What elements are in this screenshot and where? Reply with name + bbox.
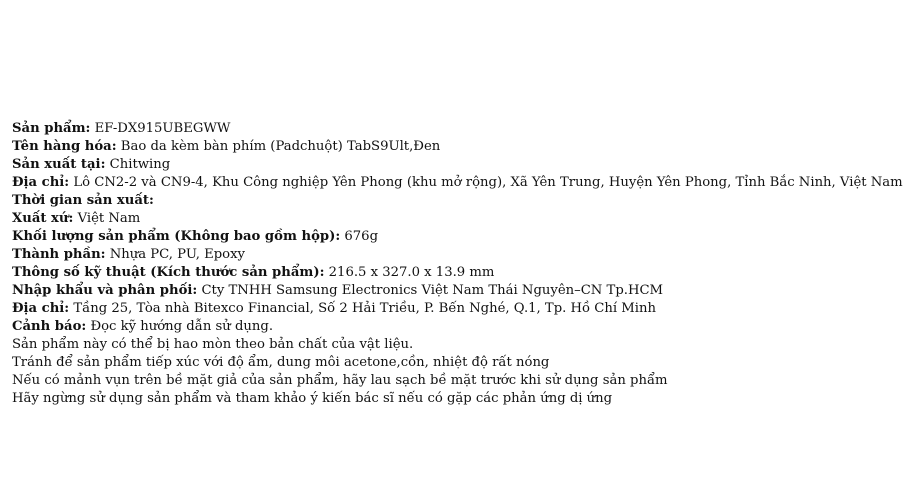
field-label: Địa chỉ: xyxy=(12,301,70,316)
field-value: Cty TNHH Samsung Electronics Việt Nam Thái Nguyên–CN Tp.HCM xyxy=(197,283,664,298)
field-value: Chitwing xyxy=(105,157,171,172)
field-value: Nhựa PC, PU, Epoxy xyxy=(105,247,246,262)
materials-line xyxy=(12,246,746,264)
warning-text-1: Sản phẩm này có thể bị hao mòn theo bản chất của vật liệu. xyxy=(12,337,414,352)
field-label: Địa chỉ: xyxy=(12,175,70,190)
product-label-text xyxy=(12,120,903,408)
weight-line xyxy=(12,228,746,246)
field-value: Lô CN2-2 và CN9-4, Khu Công nghiệp Yên Phong (khu mở rộng), Xã Yên Trung, Huyện Yên Phong, Tỉnh Bắc Ninh, Việt Nam xyxy=(69,175,903,190)
field-label: Nhập khẩu và phân phối: xyxy=(12,283,198,298)
manufacturer-address-line xyxy=(12,174,903,192)
field-value: 216.5 x 327.0 x 13.9 mm xyxy=(324,265,495,280)
field-value: Bao da kèm bàn phím (Padchuột) TabS9Ult,Đen xyxy=(116,139,441,154)
field-value: Đọc kỹ hướng dẫn sử dụng. xyxy=(86,319,274,334)
field-value: Tầng 25, Tòa nhà Bitexco Financial, Số 2 Hải Triều, P. Bến Nghé, Q.1, Tp. Hồ Chí Minh xyxy=(69,301,656,316)
field-label: Khối lượng sản phẩm (Không bao gồm hộp): xyxy=(12,229,341,244)
field-label: Sản xuất tại: xyxy=(12,157,106,172)
manufacturer-line xyxy=(12,156,746,174)
warning-text-2: Tránh để sản phẩm tiếp xúc với độ ẩm, dung môi acetone,cồn, nhiệt độ rất nóng xyxy=(12,355,550,370)
importer-line xyxy=(12,282,746,300)
warning-line xyxy=(12,318,746,336)
field-label: Thành phần: xyxy=(12,247,106,262)
field-value: Việt Nam xyxy=(73,211,141,226)
dimensions-line xyxy=(12,264,746,282)
origin-line xyxy=(12,210,746,228)
warning-text-4: Hãy ngừng sử dụng sản phẩm và tham khảo ý kiến bác sĩ nếu có gặp các phản ứng dị ứng xyxy=(12,391,613,406)
field-label: Xuất xứ: xyxy=(12,211,74,226)
importer-address-line xyxy=(12,300,746,318)
field-label: Sản phẩm: xyxy=(12,121,91,136)
field-label: Thông số kỹ thuật (Kích thước sản phẩm): xyxy=(12,265,325,280)
field-label: Cảnh báo: xyxy=(12,319,87,334)
product-name-line xyxy=(12,138,746,156)
field-value: EF-DX915UBEGWW xyxy=(90,121,231,136)
product-code-line xyxy=(12,120,746,138)
field-value: 676g xyxy=(340,229,379,244)
warning-text-3: Nếu có mảnh vụn trên bề mặt giả của sản phẩm, hãy lau sạch bề mặt trước khi sử dụng sản phẩm xyxy=(12,373,668,388)
field-label: Tên hàng hóa: xyxy=(12,139,117,154)
production-time-line xyxy=(12,192,746,210)
field-label: Thời gian sản xuất: xyxy=(12,193,154,208)
